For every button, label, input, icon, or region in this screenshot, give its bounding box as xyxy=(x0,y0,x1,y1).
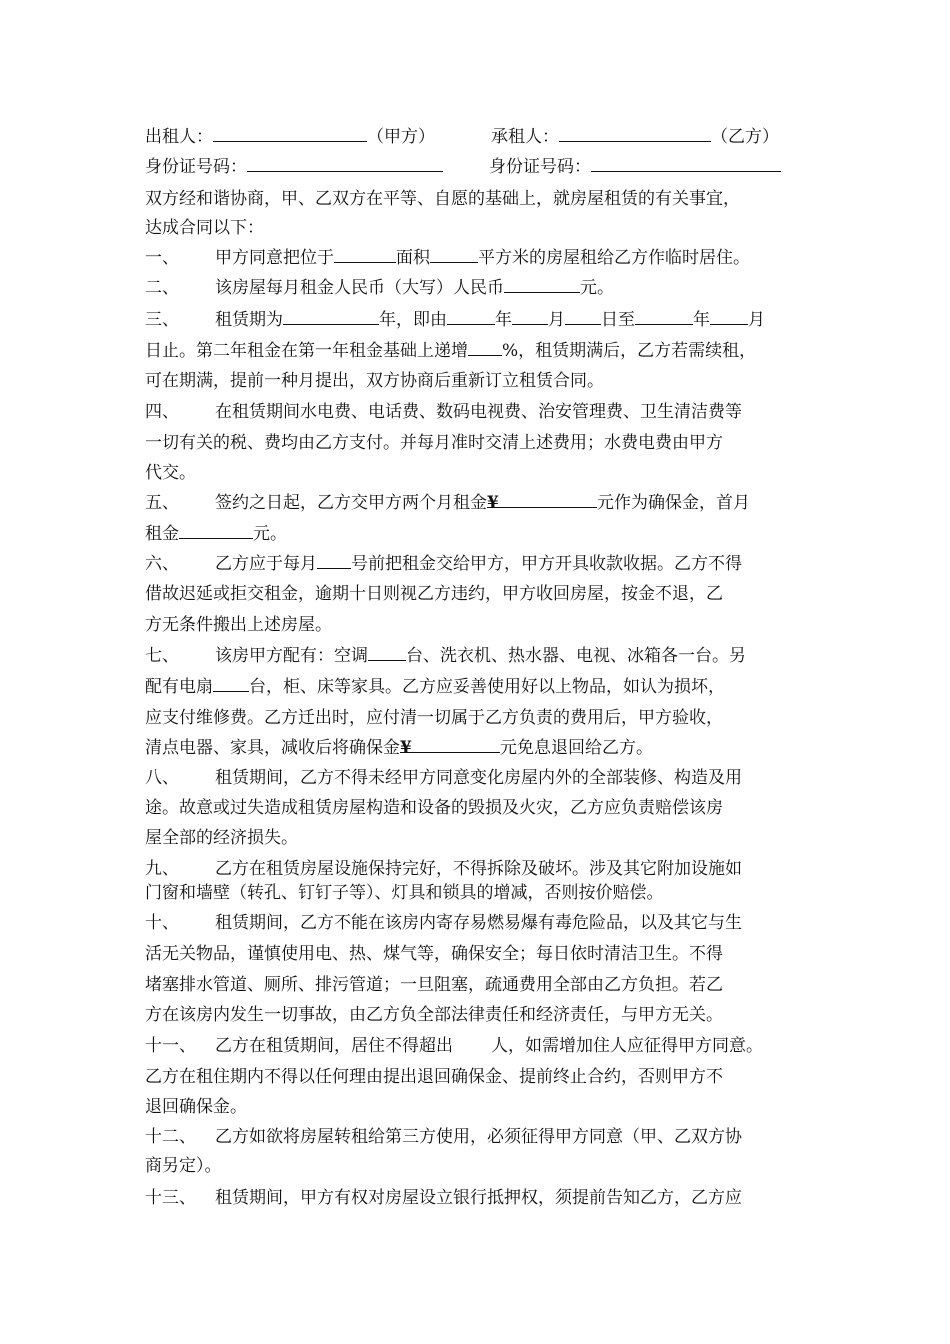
lessor-blank xyxy=(213,123,367,142)
lessee-label: 承租人： xyxy=(491,127,559,147)
clause-3-line-2: 日止。第二年租金在第一年租金基础上递增 %，租赁期满后，乙方若需续租， xyxy=(145,337,756,365)
lessor-label: 出租人： xyxy=(145,127,213,147)
clause-6: 六、 乙方应于每月 号前把租金交给甲方，甲方开具收款收据。乙方不得 xyxy=(145,550,742,578)
increase-blank xyxy=(468,337,502,356)
clause-num: 一、 xyxy=(145,248,179,268)
id-label-b: 身份证号码： xyxy=(489,157,591,177)
clause-5: 五、 签约之日起，乙方交甲方两个月租金¥ 元作为确保金，首月 xyxy=(145,489,750,517)
intro-line-1: 双方经和谐协商，甲、乙双方在平等、自愿的基础上，就房屋租赁的有关事宜， xyxy=(145,189,740,209)
start-year-blank xyxy=(447,306,495,325)
clause-4: 四、 在租赁期间水电费、电话费、数码电视费、治安管理费、卫生清洁费等 xyxy=(145,398,742,426)
clause-7-line-4: 清点电器、家具，减收后将确保金¥ 元免息退回给乙方。 xyxy=(145,734,653,762)
clause-12: 十二、 乙方如欲将房屋转租给第三方使用，必须征得甲方同意（甲、乙双方协 xyxy=(145,1123,742,1151)
clause-num: 八、 xyxy=(145,768,179,788)
clause-10: 十、 租赁期间，乙方不能在该房内寄存易燃易爆有毒危险品，以及其它与生 xyxy=(145,909,742,937)
clause-num: 十二、 xyxy=(145,1127,196,1147)
clause-3: 三、 租赁期为 年，即由 年 月 日至 年 月 xyxy=(145,306,765,334)
party-line xyxy=(145,123,779,151)
rent-blank xyxy=(504,274,580,293)
id-line xyxy=(145,153,781,181)
id-label-a: 身份证号码： xyxy=(145,157,247,177)
refund-blank: ¥ xyxy=(400,734,500,753)
due-day-blank xyxy=(317,550,351,569)
clause-10-line-2: 活无关物品，谨慎使用电、热、煤气等，确保安全；每日依时清洁卫生。不得 xyxy=(145,944,723,964)
clause-6-line-3: 方无条件搬出上述房屋。 xyxy=(145,615,332,635)
deposit-blank: ¥ xyxy=(487,489,597,508)
clause-4-line-3: 代交。 xyxy=(145,463,196,483)
clause-7: 七、 该房甲方配有：空调 台、洗衣机、热水器、电视、冰箱各一台。另 xyxy=(145,642,746,670)
clause-num: 十三、 xyxy=(145,1188,196,1208)
location-blank xyxy=(334,244,396,263)
fan-count-blank xyxy=(213,673,249,692)
clause-9: 九、 乙方在租赁房屋设施保持完好，不得拆除及破坏。涉及其它附加设施如 xyxy=(145,855,742,883)
intro-line-2: 达成合同以下： xyxy=(145,218,264,238)
clause-num: 三、 xyxy=(145,310,179,330)
clause-2: 二、 该房屋每月租金人民币（大写）人民币 元。 xyxy=(145,274,614,302)
clause-8: 八、 租赁期间，乙方不得未经甲方同意变化房屋内外的全部装修、构造及用 xyxy=(145,764,742,792)
clause-7-line-2: 配有电扇 台，柜、床等家具。乙方应妥善使用好以上物品，如认为损坏， xyxy=(145,673,725,701)
clause-8-line-3: 屋全部的经济损失。 xyxy=(145,828,298,848)
start-day-blank xyxy=(565,306,601,325)
clause-1: 一、 甲方同意把位于 面积 平方米的房屋租给乙方作临时居住。 xyxy=(145,244,750,272)
clause-num: 九、 xyxy=(145,859,179,879)
clause-11-line-2: 乙方在租住期内不得以任何理由提出退回确保金、提前终止合约，否则甲方不 xyxy=(145,1067,723,1087)
ac-count-blank xyxy=(368,642,406,661)
clause-10-line-4: 方在该房内发生一切事故，由乙方负全部法律责任和经济责任，与甲方无关。 xyxy=(145,1005,723,1025)
clause-11-line-3: 退回确保金。 xyxy=(145,1097,247,1117)
lessee-blank xyxy=(559,123,711,142)
end-month-blank xyxy=(710,306,748,325)
clause-6-line-2: 借故迟延或拒交租金，逾期十日则视乙方违约，甲方收回房屋，按金不退，乙 xyxy=(145,584,723,604)
clause-11: 十一、 乙方在租赁期间，居住不得超出 人，如需增加住人应征得甲方同意。 xyxy=(145,1032,763,1060)
end-year-blank xyxy=(635,306,693,325)
term-blank xyxy=(283,306,379,325)
party-a-label: （甲方） xyxy=(367,127,435,147)
clause-9-line-2: 门窗和墙壁（转孔、钉钉子等）、灯具和锁具的增减，否则按价赔偿。 xyxy=(145,883,664,903)
clause-num: 七、 xyxy=(145,646,179,666)
area-blank xyxy=(430,244,478,263)
clause-num: 十一、 xyxy=(145,1036,196,1056)
clause-num: 十、 xyxy=(145,913,179,933)
clause-7-line-3: 应支付维修费。乙方迁出时，应付清一切属于乙方负责的费用后，甲方验收， xyxy=(145,708,723,728)
id-blank-a xyxy=(247,153,443,172)
clause-num: 四、 xyxy=(145,402,179,422)
clause-13: 十三、 租赁期间，甲方有权对房屋设立银行抵押权，须提前告知乙方，乙方应 xyxy=(145,1184,742,1212)
clause-10-line-3: 堵塞排水管道、厕所、排污管道；一旦阻塞，疏通费用全部由乙方负担。若乙 xyxy=(145,975,723,995)
clause-num: 二、 xyxy=(145,278,179,298)
clause-num: 五、 xyxy=(145,493,179,513)
clause-5-line-2: 租金 元。 xyxy=(145,520,287,548)
clause-12-line-2: 商另定）。 xyxy=(145,1156,222,1176)
clause-num: 六、 xyxy=(145,554,179,574)
start-month-blank xyxy=(512,306,548,325)
party-b-label: （乙方） xyxy=(711,127,779,147)
id-blank-b xyxy=(591,153,781,172)
clause-8-line-2: 途。故意或过失造成租赁房屋构造和设备的毁损及火灾，乙方应负责赔偿该房 xyxy=(145,798,723,818)
first-rent-blank xyxy=(179,520,253,539)
clause-3-line-3: 可在期满，提前一种月提出，双方协商后重新订立租赁合同。 xyxy=(145,371,604,391)
clause-4-line-2: 一切有关的税、费均由乙方支付。并每月准时交清上述费用；水费电费由甲方 xyxy=(145,433,723,453)
